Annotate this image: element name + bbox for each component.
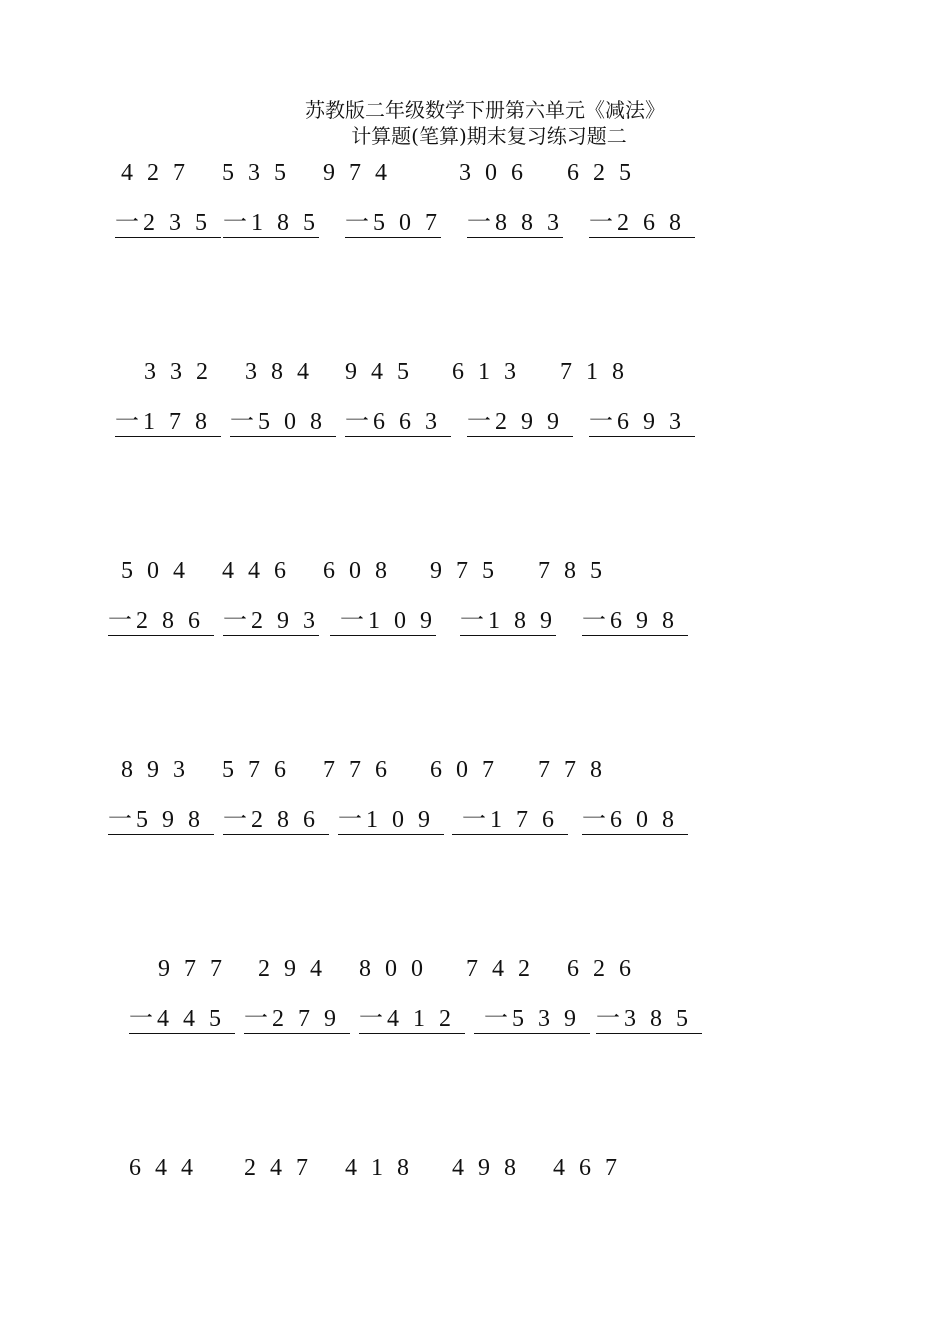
minuend: 4 2 7	[121, 160, 189, 186]
minuend: 6 1 3	[452, 359, 520, 385]
minuend: 6 4 4	[129, 1155, 197, 1181]
subtrahend: 一2 3 5	[115, 210, 221, 236]
subtrahend: 一5 0 8	[230, 409, 336, 435]
subtrahend: 一6 0 8	[582, 807, 688, 833]
subtrahend: 一5 3 9	[474, 1006, 590, 1032]
subtrahend: 一2 7 9	[244, 1006, 350, 1032]
minuend: 6 0 8	[323, 558, 391, 584]
minuend: 5 0 4	[121, 558, 189, 584]
minuend: 2 4 7	[244, 1155, 312, 1181]
minuend: 8 9 3	[121, 757, 189, 783]
minuend: 3 3 2	[144, 359, 212, 385]
minuend: 6 0 7	[430, 757, 498, 783]
subtrahend: 一1 8 5	[223, 210, 319, 236]
minuend: 4 4 6	[222, 558, 290, 584]
minuend: 7 1 8	[560, 359, 628, 385]
subtrahend: 一8 8 3	[467, 210, 563, 236]
minuend: 5 3 5	[222, 160, 290, 186]
minuend: 2 9 4	[258, 956, 326, 982]
subtrahend: 一2 9 9	[467, 409, 573, 435]
subtrahend: 一6 9 3	[589, 409, 695, 435]
subtrahend: 一1 0 9	[338, 807, 444, 833]
subtrahend: 一3 8 5	[596, 1006, 702, 1032]
subtrahend: 一2 8 6	[108, 608, 214, 634]
minuend: 4 6 7	[553, 1155, 621, 1181]
minuend: 5 7 6	[222, 757, 290, 783]
subtrahend: 一1 7 8	[115, 409, 221, 435]
subtrahend: 一4 4 5	[129, 1006, 235, 1032]
minuend: 4 9 8	[452, 1155, 520, 1181]
minuend: 9 7 4	[323, 160, 391, 186]
subtrahend: 一2 9 3	[223, 608, 319, 634]
worksheet-subtitle: 计算题(笔算)期末复习练习题二	[351, 124, 627, 148]
subtrahend: 一2 6 8	[589, 210, 695, 236]
subtrahend: 一1 8 9	[460, 608, 556, 634]
minuend: 9 7 7	[158, 956, 226, 982]
subtrahend: 一6 6 3	[345, 409, 451, 435]
minuend: 9 4 5	[345, 359, 413, 385]
worksheet-title: 苏教版二年级数学下册第六单元《减法》	[305, 98, 665, 122]
minuend: 7 8 5	[538, 558, 606, 584]
minuend: 6 2 6	[567, 956, 635, 982]
minuend: 7 4 2	[466, 956, 534, 982]
minuend: 4 1 8	[345, 1155, 413, 1181]
minuend: 7 7 6	[323, 757, 391, 783]
subtrahend: 一5 9 8	[108, 807, 214, 833]
minuend: 6 2 5	[567, 160, 635, 186]
subtrahend: 一4 1 2	[359, 1006, 465, 1032]
subtrahend: 一5 0 7	[345, 210, 441, 236]
minuend: 7 7 8	[538, 757, 606, 783]
subtrahend: 一1 0 9	[330, 608, 436, 634]
subtrahend: 一2 8 6	[223, 807, 329, 833]
minuend: 3 8 4	[245, 359, 313, 385]
subtrahend: 一1 7 6	[452, 807, 568, 833]
minuend: 9 7 5	[430, 558, 498, 584]
minuend: 3 0 6	[459, 160, 527, 186]
minuend: 8 0 0	[359, 956, 427, 982]
subtrahend: 一6 9 8	[582, 608, 688, 634]
